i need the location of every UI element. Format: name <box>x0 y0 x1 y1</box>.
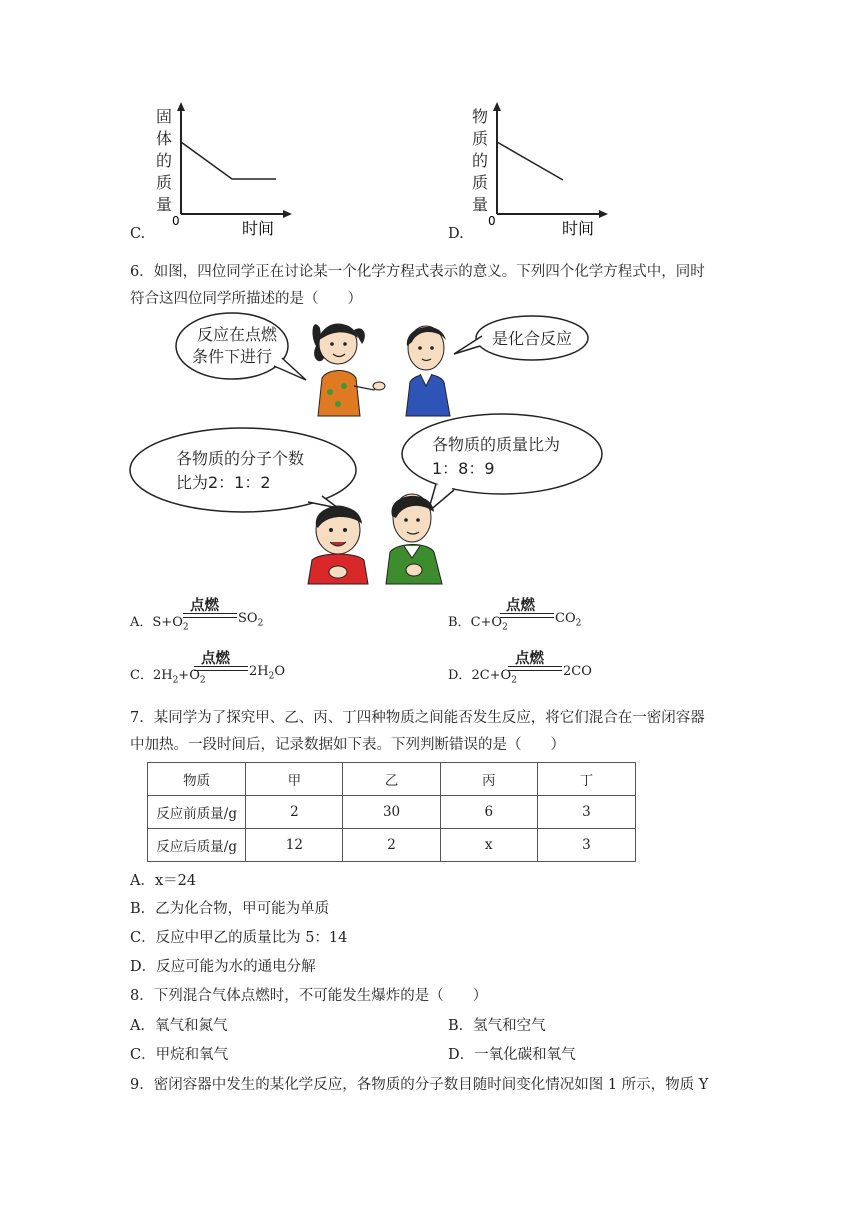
girl-figure <box>313 324 385 416</box>
table-cell: 2 <box>246 796 343 829</box>
table-cell: 30 <box>343 796 440 829</box>
svg-text:量: 量 <box>156 195 173 214</box>
graph-c-ylabel <box>156 107 172 214</box>
table-header-cell: 物质 <box>148 763 246 796</box>
table-cell: 3 <box>537 829 635 862</box>
discussion-illustration-bottom <box>128 412 608 588</box>
bubble-1-line2: 条件下进行 <box>192 347 273 366</box>
q8-option-a[interactable]: A．氧气和氮气 <box>130 1018 228 1034</box>
graph-d-ylabel <box>472 107 488 214</box>
boy-red-shirt-figure <box>308 506 368 584</box>
svg-text:量: 量 <box>472 195 489 214</box>
q8-stem: 8．下列混合气体点燃时，不可能发生爆炸的是（ ） <box>130 988 488 1004</box>
condition-label: 点燃 <box>515 651 544 667</box>
q8-option-d[interactable]: D．一氧化碳和氧气 <box>448 1047 576 1063</box>
svg-text:质: 质 <box>156 173 173 192</box>
graph-c <box>150 100 300 240</box>
graph-d-origin: 0 <box>488 214 496 228</box>
bubble-4-line1: 各物质的质量比为 <box>432 435 561 454</box>
table-header-cell: 丁 <box>537 763 635 796</box>
table-cell: 反应后质量/g <box>148 829 246 862</box>
table-cell: 反应前质量/g <box>148 796 246 829</box>
svg-text:物: 物 <box>472 107 489 126</box>
table-header-row <box>148 763 636 796</box>
table-cell: 3 <box>537 796 635 829</box>
discussion-illustration-top <box>170 306 590 418</box>
svg-text:体: 体 <box>156 129 173 148</box>
svg-text:的: 的 <box>156 151 173 170</box>
bubble-3-line2: 比为2：1：2 <box>176 473 271 492</box>
table-header-cell: 甲 <box>246 763 343 796</box>
q7-option-d[interactable]: D．反应可能为水的通电分解 <box>130 959 316 975</box>
table-cell: x <box>440 829 537 862</box>
bubble-2-text: 是化合反应 <box>492 329 573 348</box>
graph-d-line <box>497 142 563 180</box>
q7-stem-line1: 7．某同学为了探究甲、乙、丙、丁四种物质之间能否发生反应，将它们混合在一密闭容器 <box>130 710 705 726</box>
q6-stem-line1: 6．如图，四位同学正在讨论某一个化学方程式表示的意义。下列四个化学方程式中，同时 <box>130 264 705 280</box>
graph-d <box>466 100 616 240</box>
speech-bubble-1 <box>176 313 306 380</box>
data-table <box>147 762 636 862</box>
table-cell: 12 <box>246 829 343 862</box>
table-header-cell: 丙 <box>440 763 537 796</box>
q9-stem: 9．密闭容器中发生的某化学反应，各物质的分子数目随时间变化情况如图 1 所示，物质 Y <box>130 1077 709 1093</box>
table-cell: 6 <box>440 796 537 829</box>
q8-option-b[interactable]: B．氢气和空气 <box>448 1018 546 1034</box>
bubble-1-line1: 反应在点燃 <box>197 325 278 344</box>
condition-label: 点燃 <box>506 598 535 614</box>
q8-option-c[interactable]: C．甲烷和氧气 <box>130 1047 229 1063</box>
graph-c-option-label: C. <box>130 226 146 242</box>
svg-text:固: 固 <box>156 107 173 126</box>
q7-option-c[interactable]: C．反应中甲乙的质量比为 5：14 <box>130 930 348 946</box>
speech-bubble-2 <box>454 316 588 360</box>
condition-label: 点燃 <box>201 651 230 667</box>
speech-bubble-4 <box>402 414 602 512</box>
svg-text:质: 质 <box>472 173 489 192</box>
q7-option-b[interactable]: B．乙为化合物，甲可能为单质 <box>130 901 330 917</box>
condition-label: 点燃 <box>190 598 219 614</box>
graph-d-xlabel: 时间 <box>562 219 595 238</box>
svg-text:的: 的 <box>472 151 489 170</box>
bubble-4-line2: 1：8：9 <box>432 459 495 478</box>
table-header-cell: 乙 <box>343 763 440 796</box>
q7-option-a[interactable]: A．x＝24 <box>130 873 197 889</box>
table-cell: 2 <box>343 829 440 862</box>
boy-figure <box>406 326 450 416</box>
q7-stem-line2: 中加热。一段时间后，记录数据如下表。下列判断错误的是（ ） <box>130 737 565 753</box>
bubble-3-line1: 各物质的分子个数 <box>176 449 305 468</box>
speech-bubble-3 <box>130 428 356 512</box>
table-row <box>148 796 636 829</box>
graph-d-option-label: D. <box>448 226 464 242</box>
svg-text:质: 质 <box>472 129 489 148</box>
q6-stem-line2: 符合这四位同学所描述的是（ ） <box>130 291 362 307</box>
graph-c-line <box>181 142 276 179</box>
table-row <box>148 829 636 862</box>
graph-c-xlabel: 时间 <box>242 219 275 238</box>
graph-c-origin: 0 <box>172 214 180 228</box>
